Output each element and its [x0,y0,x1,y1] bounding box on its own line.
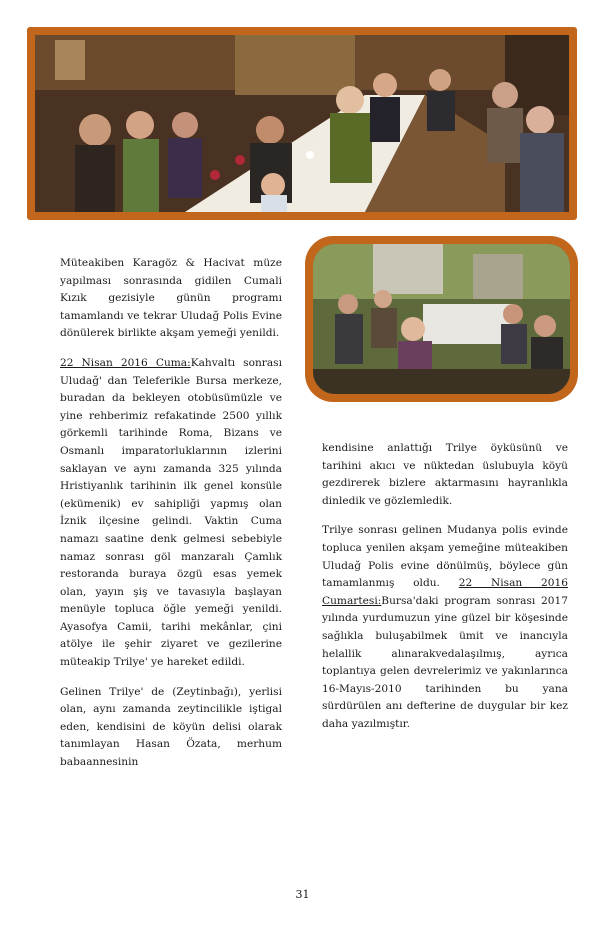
date-heading-saturday: 22 Nisan 2016 Cumartesi: [322,577,569,607]
top-photo [35,35,569,212]
paragraph-mudanya-body: Trilye sonrası gelinen Mudanya polis evinde topluca yenilen akşam yemeğine müteakiben Uludağ Polis evine dönülmüş, böylece gün tamamlanmış oldu. [322,524,568,590]
dinner-photo-illustration [35,35,569,212]
paragraph-trilye-story: kendisine anlattığı Trilye öyküsünü ve tarihini akıcı ve nüktedan üslubuyla köyü gezdirerek bizlere aktarmasını hayranlıkla dinledik ve gözlemledik. [322,442,568,507]
top-photo-frame [27,27,577,220]
page-number: 31 [295,888,310,901]
side-photo [313,244,570,394]
left-text-column [60,255,282,784]
paragraph-farewell-body: Bursa'daki program sonrası 2017 yılında yurdumuzun yine güzel bir köşesinde sağlıkla buluşabilmek ümit ve inancıyla helallik alınarakvedalaşılmış, ayrıca toplantıya gelen devrelerimiz ve yakınlarınca 16-Mayıs-2010 tarihinden bu yana sürdürülen anı defterine de duygular bir kez daha yazılmıştır. [322,594,568,730]
paragraph-cumalikizik: Müteakiben Karagöz & Hacivat müze yapılması sonrasında gidilen Cumali Kızık gezisiyle günün programı tamamlandı ve tekrar Uludağ Polis Evine dönülerek birlikte akşam yemeği yenildi. [60,257,282,340]
outdoor-photo-illustration [313,244,570,394]
right-text-column [322,440,568,746]
paragraph-trilye-intro: Gelinen Trilye' de (Zeytinbağı), yerlisi olan, aynı zamanda zeytincilikle iştigal eden, kendisini de köyün delisi olarak tanımlayan Hasan Özata, merhum babaannesinin [60,685,282,769]
side-photo-frame [305,236,578,402]
paragraph-april-22-friday [60,355,282,672]
paragraph-iznik-body: Kahvaltı sonrası Uludağ' dan Teleferikle Bursa merkeze, buradan da bekleyen otobüsümüzle ve yine rehberimiz refakatinde 2500 yıllık görkemli tarihinde Roma, Bizans ve Osmanlı imparatorluklarının izlerini saklayan ve aynı zamanda 325 yılında Hristiyanlık tarihinin ilk genel konsüle (ekümenik) ev sahipliği yapmış olan İznik ilçesine gelindi. Vaktin Cuma namazı saatine denk gelmesi sebebiyle namaz sonrası göl manzaralı Çamlık restoranda buraya özgü esas yemek olan, yayın şiş ve tavasıyla başlayan menüyle topluca öğle yemeği yenildi. Ayasofya Camii, tarihi mekânlar, çini atölye ile şehir ziyaret ve gezilerine müteakip Trilye' ye hareket edildi. [60,356,282,669]
paragraph-april-22-saturday [322,522,568,733]
date-heading-friday: 22 Nisan 2016 Cuma: [60,356,191,369]
